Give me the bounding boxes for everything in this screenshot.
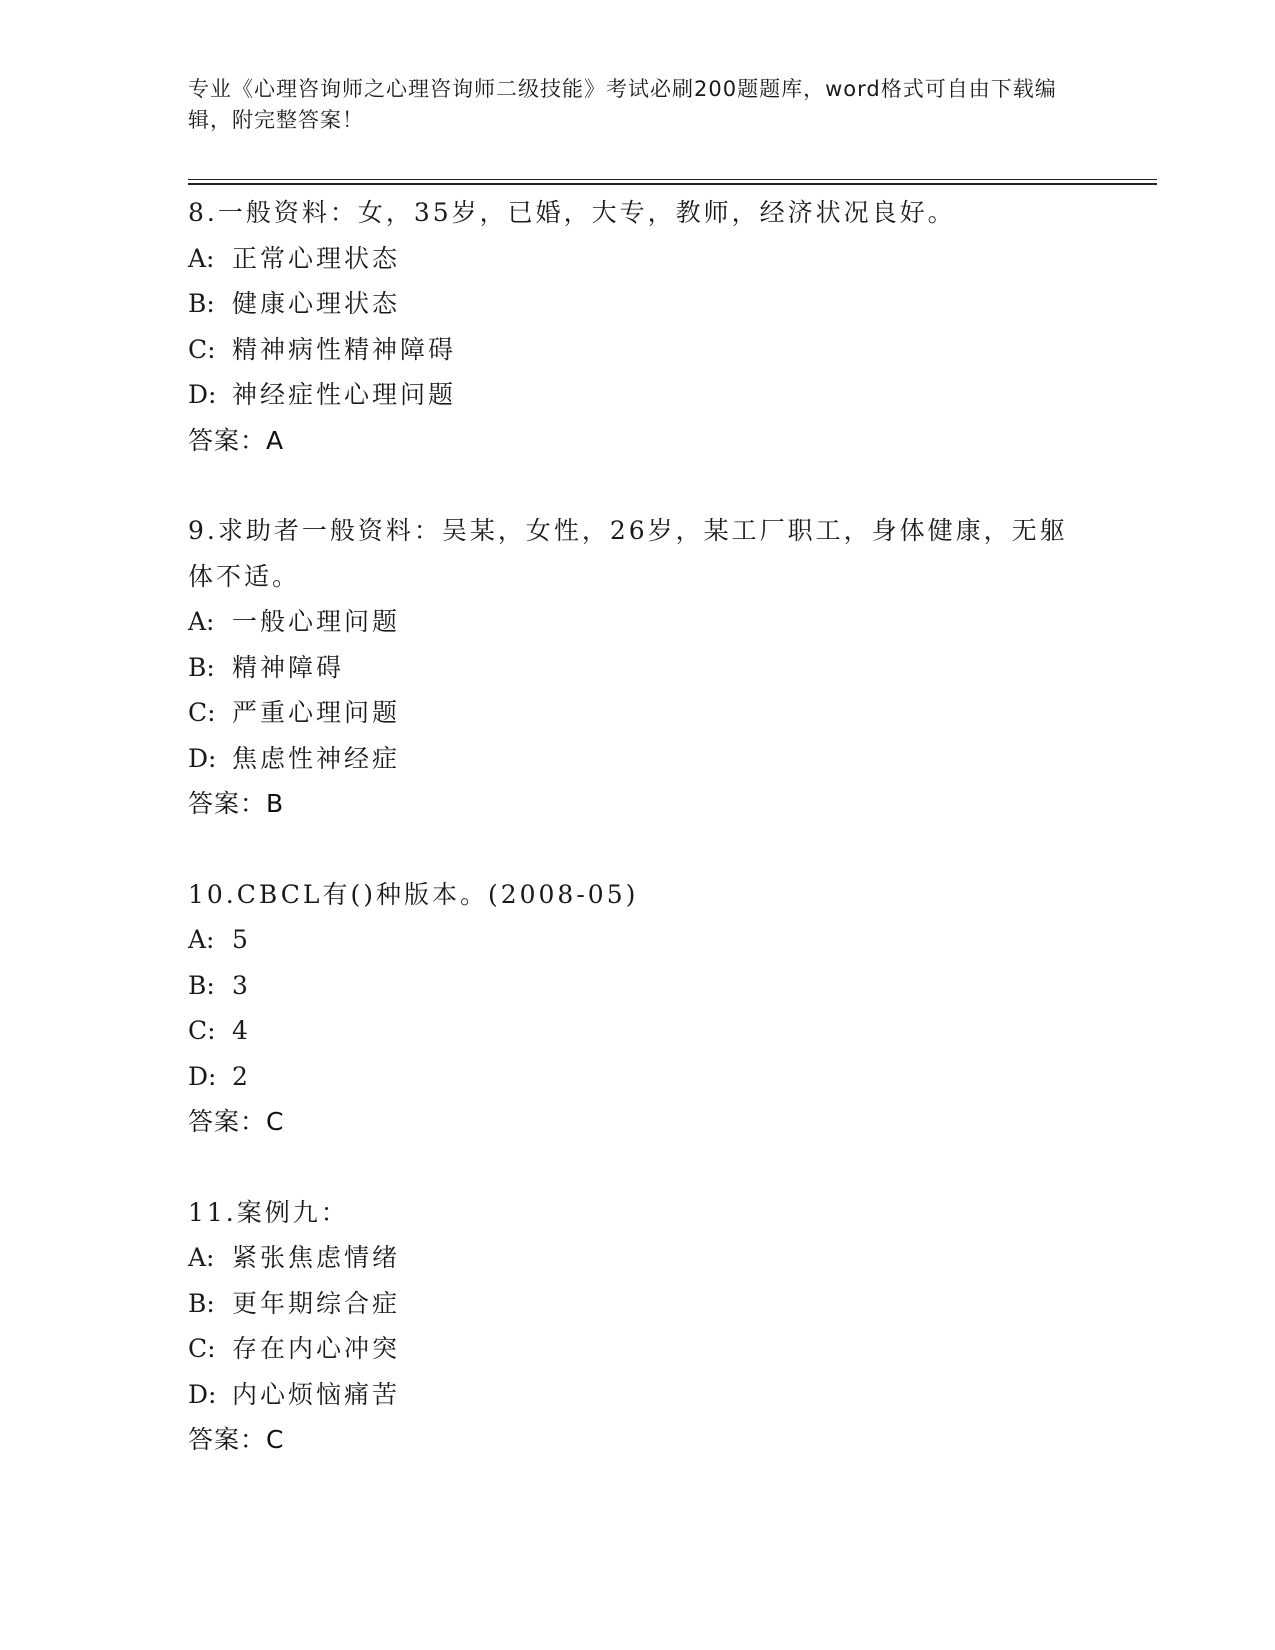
option-a xyxy=(188,917,1068,963)
option-text: 神经症性心理问题 xyxy=(232,380,457,409)
question-8 xyxy=(188,190,1068,463)
option-text: 健康心理状态 xyxy=(232,289,401,318)
option-letter: B: xyxy=(188,652,215,682)
option-letter: C: xyxy=(188,1016,216,1045)
option-text: 紧张焦虑情绪 xyxy=(232,1243,401,1272)
option-d xyxy=(188,372,1068,418)
option-letter: A: xyxy=(188,607,215,636)
option-d xyxy=(188,1054,1068,1100)
question-11 xyxy=(188,1190,1068,1463)
question-stem: 9.求助者一般资料：吴某，女性，26岁，某工厂职工，身体健康，无躯体不适。 xyxy=(188,516,1068,591)
option-text: 焦虑性神经症 xyxy=(232,743,401,773)
option-letter: A: xyxy=(188,925,215,954)
option-letter: A: xyxy=(188,1243,215,1272)
answer-line: 答案：C xyxy=(188,1425,285,1454)
option-letter: B: xyxy=(188,289,215,318)
option-letter: C: xyxy=(188,1334,216,1363)
option-c xyxy=(188,690,1068,736)
option-a xyxy=(188,599,1068,645)
option-b xyxy=(188,1281,1068,1327)
option-d xyxy=(188,1372,1068,1418)
option-c xyxy=(188,1326,1068,1372)
question-stem: 11.案例九： xyxy=(188,1197,349,1227)
option-text: 5 xyxy=(232,925,251,954)
option-a xyxy=(188,236,1068,282)
option-b xyxy=(188,963,1068,1009)
option-text: 正常心理状态 xyxy=(232,243,401,273)
option-letter: B: xyxy=(188,1288,215,1318)
option-text: 精神病性精神障碍 xyxy=(232,334,457,364)
answer-line: 答案：A xyxy=(188,425,285,455)
option-letter: D: xyxy=(188,1061,217,1091)
header-divider-thick xyxy=(188,183,1157,185)
option-text: 一般心理问题 xyxy=(232,607,401,636)
option-text: 更年期综合症 xyxy=(232,1288,401,1318)
option-letter: D: xyxy=(188,1379,217,1409)
option-text: 3 xyxy=(232,970,251,1000)
option-letter: A: xyxy=(188,243,215,273)
option-text: 内心烦恼痛苦 xyxy=(232,1379,401,1409)
option-b xyxy=(188,645,1068,691)
question-stem: 10.CBCL有()种版本。(2008-05) xyxy=(188,879,639,909)
option-text: 严重心理问题 xyxy=(232,698,401,727)
option-letter: D: xyxy=(188,380,217,409)
option-text: 4 xyxy=(232,1016,251,1045)
option-text: 存在内心冲突 xyxy=(232,1334,401,1363)
option-c xyxy=(188,327,1068,373)
option-a xyxy=(188,1235,1068,1281)
option-letter: B: xyxy=(188,970,215,1000)
option-letter: D: xyxy=(188,743,217,773)
question-10 xyxy=(188,872,1068,1145)
option-text: 精神障碍 xyxy=(232,652,345,682)
document-header: 专业《心理咨询师之心理咨询师二级技能》考试必刷200题题库，word格式可自由下载编辑，附完整答案！ xyxy=(188,77,1057,132)
question-9 xyxy=(188,508,1068,827)
option-letter: C: xyxy=(188,334,216,364)
question-stem: 8.一般资料：女，35岁，已婚，大专，教师，经济状况良好。 xyxy=(188,198,956,227)
answer-line: 答案：C xyxy=(188,1107,285,1136)
option-b xyxy=(188,281,1068,327)
option-text: 2 xyxy=(232,1061,251,1091)
option-letter: C: xyxy=(188,698,216,727)
option-d xyxy=(188,736,1068,782)
question-list xyxy=(188,190,1068,1508)
header-divider-thin xyxy=(188,179,1157,180)
option-c xyxy=(188,1008,1068,1054)
answer-line: 答案：B xyxy=(188,789,285,818)
